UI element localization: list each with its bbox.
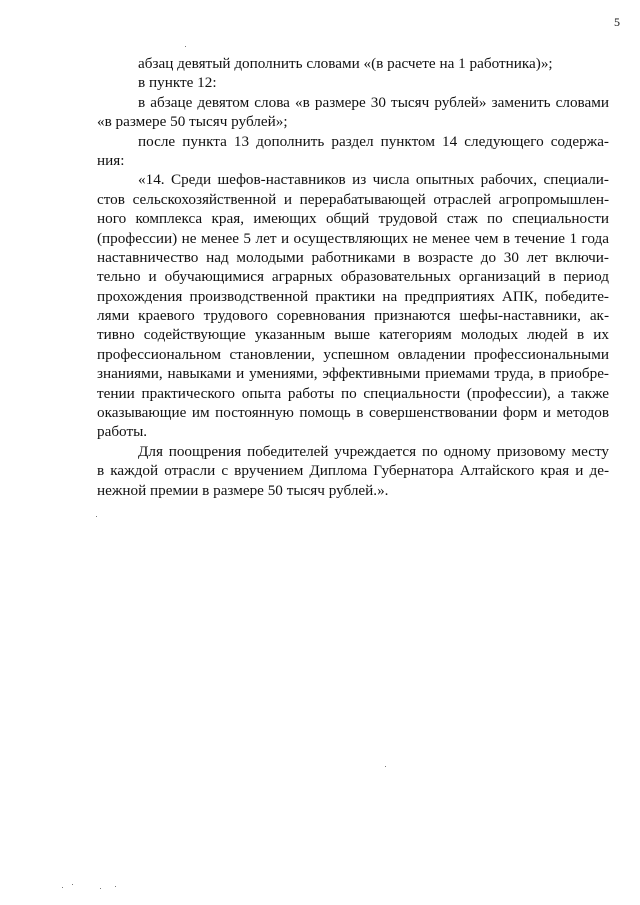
scan-speck [96,516,97,517]
text-line: «14. Среди шефов-наставников из числа опытных рабочих, специали- [138,171,609,189]
text-line: стов сельскохозяйственной и перерабатывающей отраслей агропромышлен- [97,190,609,208]
text-line: тельно и обучающимися аграрных образовательных организаций в период [97,268,609,286]
text-line: знаниями, навыками и умениями, эффективными приемами труда, в приобре- [97,365,609,383]
text-line: после пункта 13 дополнить раздел пунктом 14 следующего содержа- [138,132,609,150]
text-line: наставничество над молодыми работниками в возрасте до 30 лет включи- [97,248,609,266]
text-line: профессиональном становлении, успешном овладении профессиональными [97,345,609,363]
text-line: тении практического опыта работы по специальности (профессии), а также [97,384,609,402]
text-line: (профессии) не менее 5 лет и осуществляющих не менее чем в течение 1 года [97,229,609,247]
text-line: работы. [97,423,148,441]
scan-speck [115,886,116,887]
text-line: тивно содействующие указанным выше категориям молодых людей в их [97,326,609,344]
scan-speck [185,46,186,47]
text-line: ния: [97,151,125,169]
scan-speck [72,884,73,885]
text-line: в абзаце девятом слова «в размере 30 тысяч рублей» заменить словами [138,93,609,111]
document-body [97,54,609,500]
text-line: «в размере 50 тысяч рублей»; [97,113,288,131]
text-line: нежной премии в размере 50 тысяч рублей.». [97,481,389,499]
scan-speck [62,887,63,888]
page-number: 5 [614,15,620,29]
text-line: лями краевого трудового соревнования признаются шефы-наставники, ак- [97,307,609,325]
text-line: Для поощрения победителей учреждается по одному призовому месту [138,442,609,460]
text-line: оказывающие им постоянную помощь в совершенствовании форм и методов [97,404,609,422]
text-line: в пункте 12: [138,74,217,92]
text-line: прохождения производственной практики на предприятиях АПК, победите- [97,287,609,305]
text-line: в каждой отрасли с вручением Диплома Губернатора Алтайского края и де- [97,462,609,480]
text-line: ного комплекса края, имеющих общий трудовой стаж по специальности [97,210,609,228]
text-line: абзац девятый дополнить словами «(в расчете на 1 работника)»; [138,55,553,72]
scan-speck [385,766,386,767]
scan-speck [100,888,101,889]
